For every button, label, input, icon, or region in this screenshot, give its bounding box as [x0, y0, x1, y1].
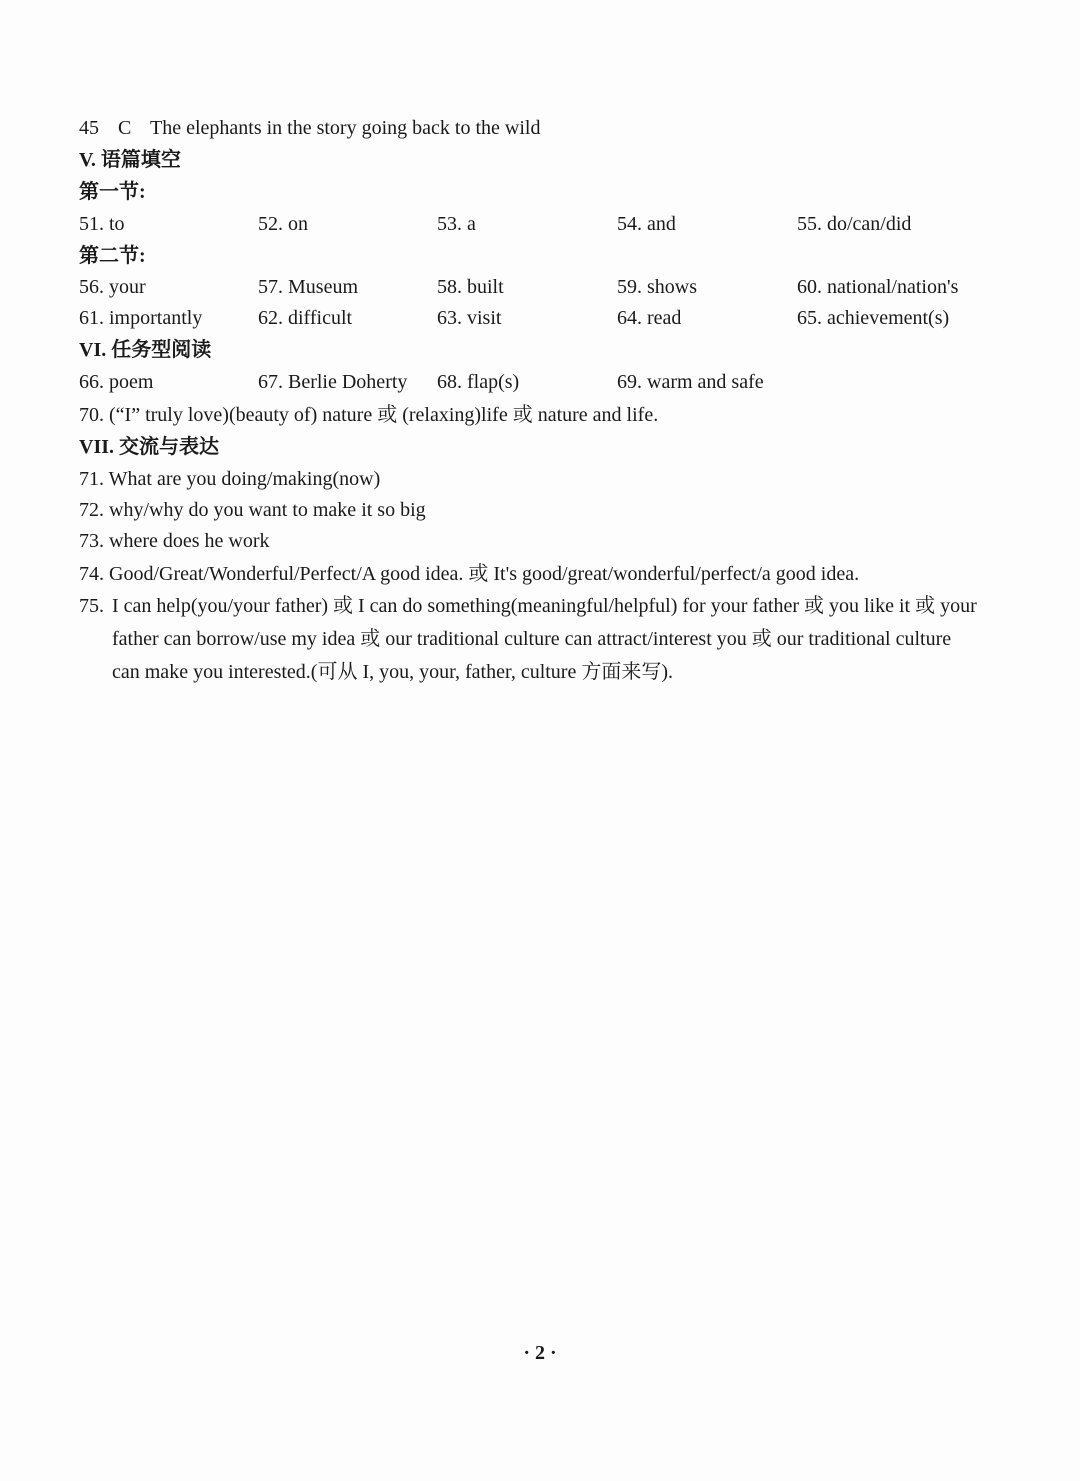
answer-74: 74. Good/Great/Wonderful/Perfect/A good idea. 或 It's good/great/wonderful/perfect/a good idea.	[79, 563, 860, 585]
question-number: 45	[79, 117, 99, 139]
answer-56: 56. your	[79, 276, 146, 298]
answer-69: 69. warm and safe	[617, 371, 764, 393]
answer-row-61-65	[79, 306, 1029, 330]
answer-60: 60. national/nation's	[797, 276, 959, 298]
answer-58: 58. built	[437, 276, 504, 298]
answer-75-line-1: I can help(you/your father) 或 I can do something(meaningful/helpful) for your father 或 you like it 或 your	[112, 595, 977, 617]
section-v-part1-title: 第一节:	[79, 181, 146, 203]
section-v-part2-title: 第二节:	[79, 245, 146, 267]
page-number: · 2 ·	[523, 1342, 557, 1364]
answer-68: 68. flap(s)	[437, 371, 520, 393]
answer-45	[79, 116, 540, 140]
answer-choice: C	[118, 117, 132, 139]
answer-text: The elephants in the story going back to the wild	[149, 117, 541, 139]
section-v-title: V. 语篇填空	[79, 149, 181, 171]
answer-75-line-3: can make you interested.(可从 I, you, your, father, culture 方面来写).	[112, 661, 674, 683]
answer-57: 57. Museum	[258, 276, 358, 298]
section-vii-title: VII. 交流与表达	[79, 436, 220, 458]
answer-65: 65. achievement(s)	[797, 307, 950, 329]
answer-53: 53. a	[437, 213, 476, 235]
answer-row-56-60	[79, 275, 1029, 299]
answer-75	[79, 590, 1015, 689]
question-number: 75.	[79, 595, 104, 617]
answer-54: 54. and	[617, 213, 676, 235]
answer-73: 73. where does he work	[79, 530, 270, 552]
answer-row-51-55	[79, 212, 1029, 236]
answer-55: 55. do/can/did	[797, 213, 912, 235]
answer-51: 51. to	[79, 213, 125, 235]
answer-66: 66. poem	[79, 371, 154, 393]
answer-row-66-69	[79, 370, 1029, 394]
section-vi-title: VI. 任务型阅读	[79, 339, 212, 361]
answer-52: 52. on	[258, 213, 308, 235]
answer-61: 61. importantly	[79, 307, 203, 329]
answer-70: 70. (“I” truly love)(beauty of) nature 或 (relaxing)life 或 nature and life.	[79, 404, 659, 426]
answer-59: 59. shows	[617, 276, 698, 298]
answer-67: 67. Berlie Doherty	[258, 371, 408, 393]
answer-64: 64. read	[617, 307, 682, 329]
answer-72: 72. why/why do you want to make it so big	[79, 499, 426, 521]
answer-71: 71. What are you doing/making(now)	[79, 468, 381, 490]
answer-75-line-2: father can borrow/use my idea 或 our traditional culture can attract/interest you 或 our traditional culture	[112, 628, 952, 650]
answer-62: 62. difficult	[258, 307, 353, 329]
answer-63: 63. visit	[437, 307, 502, 329]
